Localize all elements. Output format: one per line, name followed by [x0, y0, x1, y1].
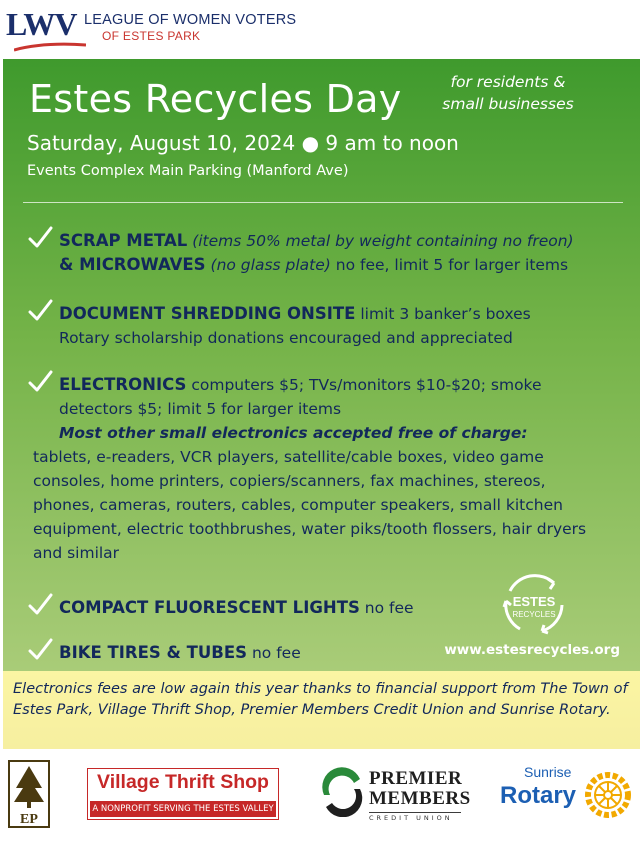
item-note: (no glass plate) — [210, 256, 331, 274]
village-thrift-tagline: A NONPROFIT SERVING THE ESTES VALLEY — [90, 801, 276, 817]
event-location: Events Complex Main Parking (Manford Ave) — [27, 163, 349, 179]
item-detail: computers $5; TVs/monitors $10-$20; smoke detectors $5; limit 5 for larger items — [59, 376, 542, 418]
electronics-subhead: Most other small electronics accepted free of charge: — [59, 424, 528, 442]
premier-name-line1: PREMIER — [369, 768, 463, 789]
lwv-logo-mark: LWV — [6, 6, 77, 42]
checkmark-icon — [27, 369, 53, 395]
sponsors-band — [3, 671, 640, 749]
audience-line1: for residents & — [450, 73, 566, 91]
item-note: (items 50% metal by weight containing no freon) — [192, 232, 574, 250]
village-thrift-logo — [87, 768, 279, 820]
event-title: Estes Recycles Day — [29, 77, 402, 121]
swoosh-icon — [14, 42, 86, 52]
lwv-logo — [6, 2, 306, 58]
village-thrift-name: Village Thrift Shop — [97, 771, 269, 793]
item-title: ELECTRONICS — [59, 375, 187, 394]
electronics-list: tablets, e-readers, VCR players, satellite/cable boxes, video game consoles, home printers, copiers/scanners, fax machines, stereos, phones, cameras, routers, cables, computer speakers, small kitchen equipment, electric toothbrushes, water piks/tooth flossers, hair dryers and similar — [33, 448, 587, 562]
event-date-time: Saturday, August 10, 2024 ● 9 am to noon — [27, 131, 459, 155]
divider — [23, 202, 623, 203]
rotary-wheel-icon — [583, 770, 633, 820]
checkmark-icon — [27, 592, 53, 618]
event-audience — [418, 71, 598, 115]
recycle-arrows-icon — [496, 567, 572, 643]
item-detail: no fee — [364, 599, 414, 617]
list-item-scrap-metal — [27, 229, 628, 277]
checkmark-icon — [27, 225, 53, 251]
list-item-electronics — [27, 373, 628, 565]
divider — [369, 812, 461, 813]
ep-logo-text: EP — [20, 812, 38, 827]
sponsor-logos — [0, 750, 644, 841]
item-title: SCRAP METAL — [59, 231, 188, 250]
premier-name-line2: MEMBERS — [369, 788, 471, 809]
website-link[interactable]: www.estesrecycles.org — [444, 642, 620, 658]
audience-line2: small businesses — [442, 95, 574, 113]
checkmark-icon — [27, 637, 53, 663]
item-title: DOCUMENT SHREDDING ONSITE — [59, 304, 356, 323]
rotary-small-text: Sunrise — [524, 764, 572, 780]
estes-logo-line1: ESTES — [512, 594, 556, 609]
item-title: & MICROWAVES — [59, 255, 206, 274]
estes-logo-line2: RECYCLES — [512, 610, 556, 619]
item-detail: limit 3 banker’s boxes — [360, 305, 531, 323]
item-detail: no fee — [251, 644, 301, 662]
premier-subtitle: CREDIT UNION — [369, 814, 453, 822]
item-detail: Rotary scholarship donations encouraged and appreciated — [59, 329, 513, 347]
org-name-line1: LEAGUE OF WOMEN VOTERS — [84, 12, 297, 28]
list-item-document-shredding — [27, 302, 628, 350]
premier-members-mark — [316, 767, 368, 817]
item-title: COMPACT FLUORESCENT LIGHTS — [59, 598, 360, 617]
event-panel — [3, 59, 640, 671]
item-detail: no fee, limit 5 for larger items — [335, 256, 569, 274]
rotary-name: Rotary — [500, 782, 577, 809]
checkmark-icon — [27, 298, 53, 324]
estes-park-logo — [8, 760, 50, 828]
org-name-line2: OF ESTES PARK — [102, 29, 201, 43]
item-title: BIKE TIRES & TUBES — [59, 643, 248, 662]
sponsors-note: Electronics fees are low again this year thanks to financial support from The Town of Estes Park, Village Thrift Shop, Premier Members Credit Union and Sunrise Rotary. — [13, 681, 628, 718]
